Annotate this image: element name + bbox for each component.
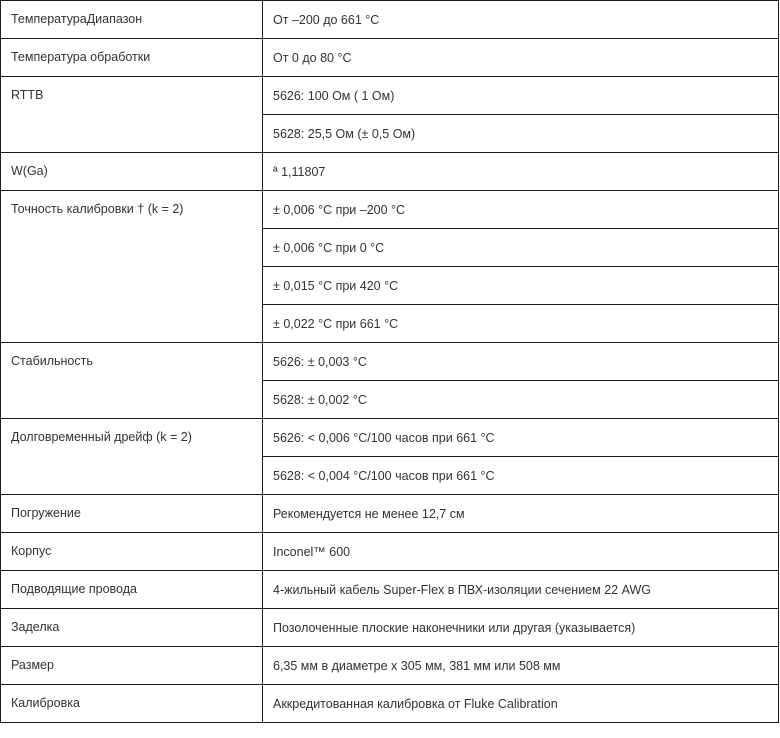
spec-label-leads: Подводящие провода [1, 571, 263, 609]
spec-label-calibration: Калибровка [1, 685, 263, 723]
table-row [1, 495, 779, 533]
table-row [1, 191, 779, 229]
spec-label-stability: Стабильность [1, 343, 263, 419]
spec-value: 6,35 мм в диаметре x 305 мм, 381 мм или 508 мм [263, 647, 779, 685]
spec-label-drift: Долговременный дрейф (k = 2) [1, 419, 263, 495]
spec-value: ª 1,11807 [263, 153, 779, 191]
spec-value: 5626: < 0,006 °C/100 часов при 661 °C [263, 419, 779, 457]
spec-value: 5628: ± 0,002 °C [263, 381, 779, 419]
spec-value: От –200 до 661 °C [263, 1, 779, 39]
spec-value: Рекомендуется не менее 12,7 см [263, 495, 779, 533]
spec-label-sheath: Корпус [1, 533, 263, 571]
table-row [1, 77, 779, 115]
spec-label-immersion: Погружение [1, 495, 263, 533]
spec-value: 5626: 100 Ом ( 1 Ом) [263, 77, 779, 115]
spec-value: От 0 до 80 °C [263, 39, 779, 77]
table-row [1, 419, 779, 457]
spec-value: Inconel™ 600 [263, 533, 779, 571]
spec-value: Аккредитованная калибровка от Fluke Calibration [263, 685, 779, 723]
spec-value: ± 0,006 °C при 0 °C [263, 229, 779, 267]
table-row [1, 1, 779, 39]
table-row [1, 609, 779, 647]
spec-value: 4-жильный кабель Super-Flex в ПВХ-изоляции сечением 22 AWG [263, 571, 779, 609]
table-row [1, 685, 779, 723]
spec-value: 5628: 25,5 Ом (± 0,5 Ом) [263, 115, 779, 153]
spec-value: Позолоченные плоские наконечники или другая (указывается) [263, 609, 779, 647]
spec-label-rttb: RTTB [1, 77, 263, 153]
spec-label-accuracy: Точность калибровки † (k = 2) [1, 191, 263, 343]
spec-label-size: Размер [1, 647, 263, 685]
spec-label-temp-range: ТемператураДиапазон [1, 1, 263, 39]
spec-label-process-temp: Температура обработки [1, 39, 263, 77]
spec-value: ± 0,015 °C при 420 °C [263, 267, 779, 305]
spec-value: 5628: < 0,004 °C/100 часов при 661 °C [263, 457, 779, 495]
table-row [1, 533, 779, 571]
table-row [1, 343, 779, 381]
table-row [1, 647, 779, 685]
spec-label-wga: W(Ga) [1, 153, 263, 191]
table-row [1, 153, 779, 191]
spec-value: ± 0,022 °C при 661 °C [263, 305, 779, 343]
spec-value: ± 0,006 °C при –200 °C [263, 191, 779, 229]
spec-label-termination: Заделка [1, 609, 263, 647]
table-row [1, 39, 779, 77]
spec-value: 5626: ± 0,003 °C [263, 343, 779, 381]
table-row [1, 571, 779, 609]
